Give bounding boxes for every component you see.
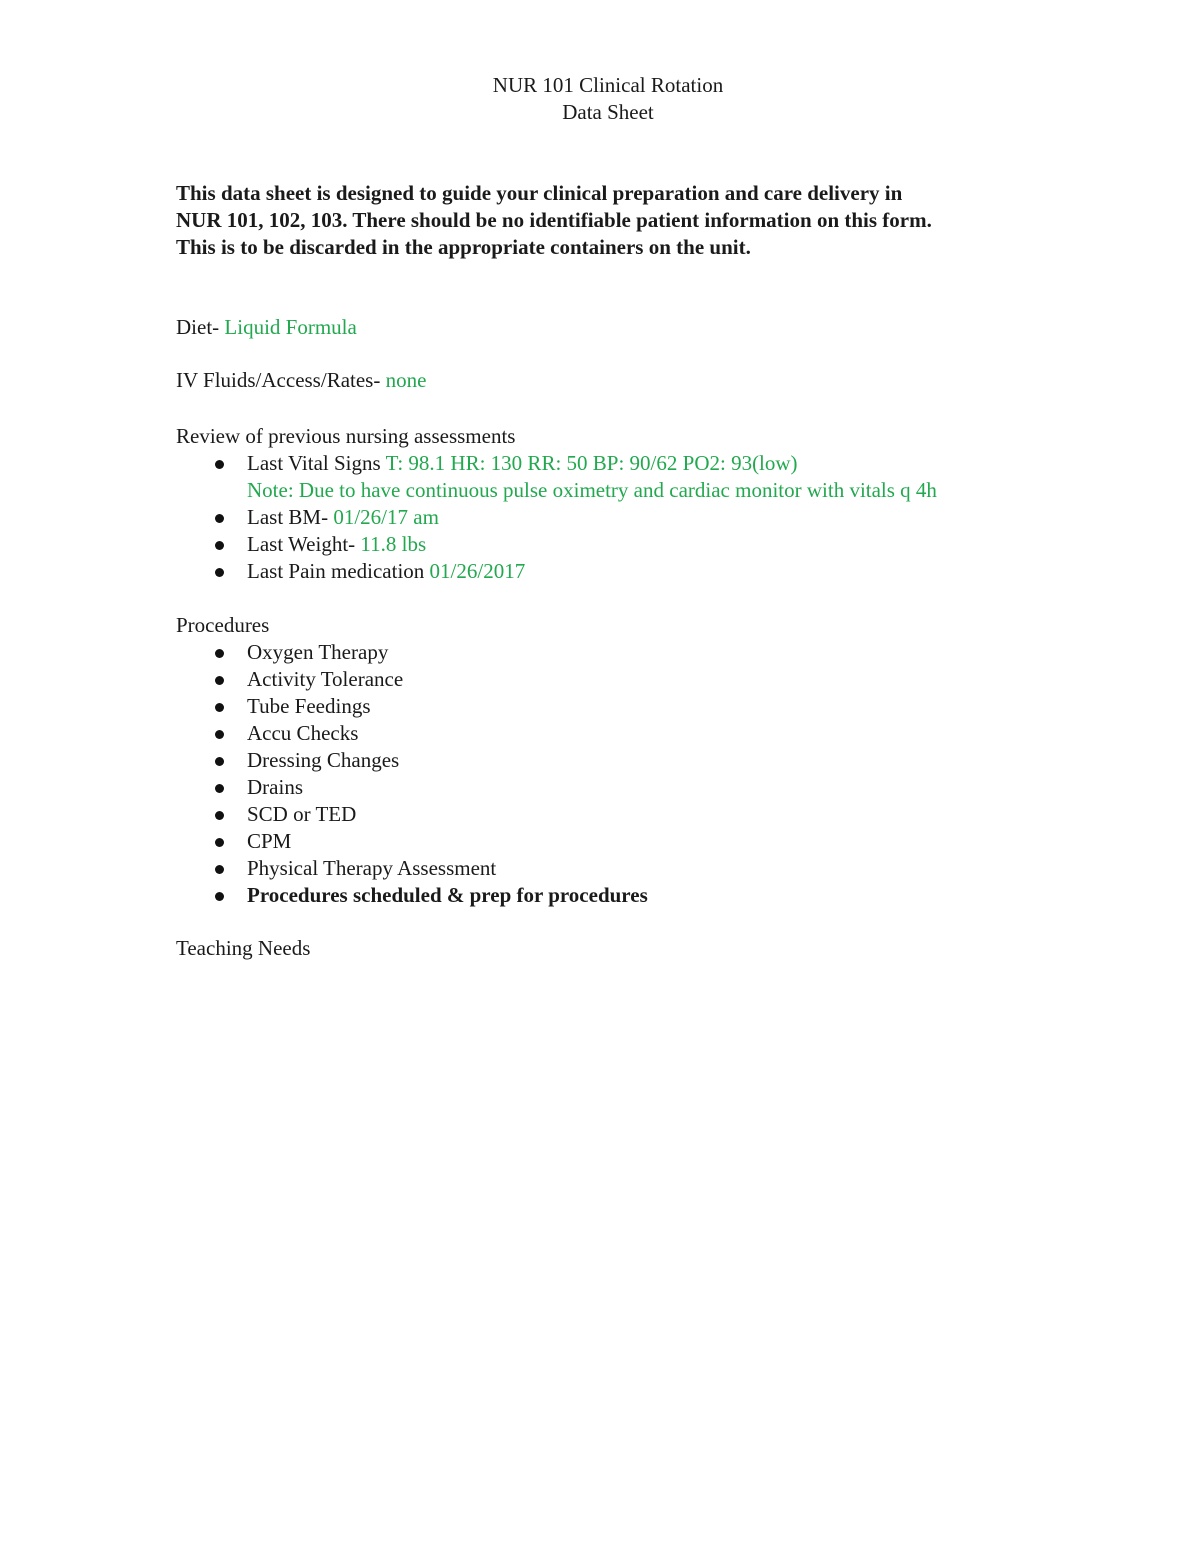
bullet-icon (215, 865, 224, 874)
procedure-label: Physical Therapy Assessment (247, 856, 497, 880)
procedure-label: Accu Checks (247, 721, 359, 745)
last-pain-med-label: Last Pain medication (247, 559, 430, 583)
list-item (176, 828, 1076, 855)
list-item (176, 693, 1076, 720)
intro-line: NUR 101, 102, 103. There should be no identifiable patient information on this form. (176, 208, 932, 232)
iv-label: IV Fluids/Access/Rates- (176, 368, 386, 392)
list-item (176, 882, 1076, 909)
vital-signs-label: Last Vital Signs (247, 451, 386, 475)
list-item (176, 504, 1076, 531)
teaching-heading: Teaching Needs (176, 936, 311, 960)
last-bm-value: 01/26/17 am (333, 505, 439, 529)
procedures-heading: Procedures (176, 613, 270, 637)
bullet-icon (215, 784, 224, 793)
form-content (176, 314, 1076, 962)
document-header (0, 72, 1200, 126)
bullet-icon (215, 514, 224, 523)
iv-row (176, 367, 1076, 394)
last-weight-label: Last Weight- (247, 532, 361, 556)
bullet-icon (215, 838, 224, 847)
list-item (176, 774, 1076, 801)
list-item (176, 666, 1076, 693)
procedure-label: Dressing Changes (247, 748, 400, 772)
list-item (176, 801, 1076, 828)
procedure-label: CPM (247, 829, 292, 853)
review-list (176, 450, 1076, 585)
bullet-icon (215, 703, 224, 712)
intro-line: This data sheet is designed to guide your clinical preparation and care delivery in (176, 181, 903, 205)
list-item (176, 639, 1076, 666)
diet-label: Diet- (176, 315, 225, 339)
bullet-icon (215, 892, 224, 901)
vital-signs-value: T: 98.1 HR: 130 RR: 50 BP: 90/62 PO2: 93(low) (385, 451, 798, 475)
list-item (176, 747, 1076, 774)
intro-line: This is to be discarded in the appropriate containers on the unit. (176, 235, 751, 259)
document-title: NUR 101 Clinical Rotation (492, 73, 724, 97)
bullet-icon (215, 460, 224, 469)
procedure-label: Oxygen Therapy (247, 640, 389, 664)
procedure-label: Tube Feedings (247, 694, 371, 718)
bullet-icon (215, 541, 224, 550)
intro-paragraph (176, 180, 1076, 261)
last-bm-label: Last BM- (247, 505, 334, 529)
list-item (176, 558, 1076, 585)
diet-value: Liquid Formula (224, 315, 357, 339)
review-heading: Review of previous nursing assessments (176, 424, 516, 448)
list-item (176, 450, 1076, 504)
list-item (176, 720, 1076, 747)
document-subtitle: Data Sheet (562, 100, 654, 124)
vital-signs-note: Note: Due to have continuous pulse oximetry and cardiac monitor with vitals q 4h (247, 478, 937, 502)
bullet-icon (215, 730, 224, 739)
bullet-icon (215, 649, 224, 658)
list-item (176, 855, 1076, 882)
procedure-label: Procedures scheduled & prep for procedures (247, 883, 648, 907)
bullet-icon (215, 676, 224, 685)
bullet-icon (215, 811, 224, 820)
list-item (176, 531, 1076, 558)
last-weight-value: 11.8 lbs (360, 532, 427, 556)
procedure-label: Activity Tolerance (247, 667, 404, 691)
bullet-icon (215, 568, 224, 577)
last-pain-med-value: 01/26/2017 (429, 559, 526, 583)
iv-value: none (385, 368, 427, 392)
bullet-icon (215, 757, 224, 766)
procedure-label: Drains (247, 775, 303, 799)
procedures-list (176, 639, 1076, 909)
diet-row (176, 314, 1076, 341)
procedure-label: SCD or TED (247, 802, 357, 826)
